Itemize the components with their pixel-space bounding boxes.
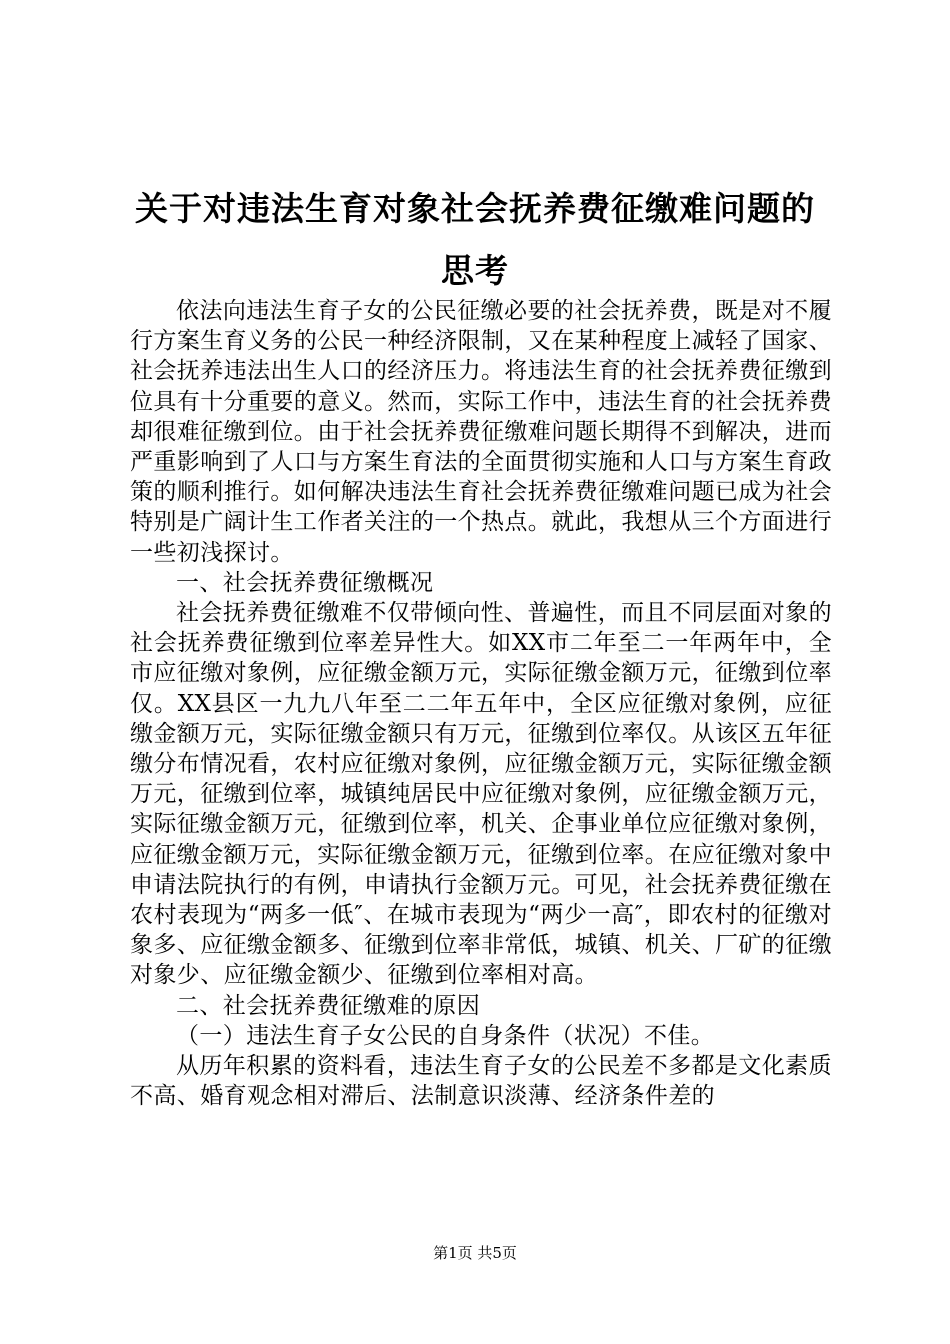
section-heading-2: 二、社会抚养费征缴难的原因 — [176, 992, 481, 1019]
paragraph-intro: 依法向违法生育子女的公民征缴必要的社会抚养费，既是对不履行方案生育义务的公民一种经济限制，又在某种程度上减轻了国家、社会抚养违法出生人口的经济压力。将违法生育的社会抚养费征缴到位具有十分重要的意义。然而，实际工作中，违法生育的社会抚养费却很难征缴到位。由于社会抚养费征缴难问题长期得不到解决，进而严重影响到了人口与方案生育法的全面贯彻实施和人口与方案生育政策的顺利推行。如何解决违法生育社会抚养费征缴难问题已成为社会特别是广阔计生工作者关注的一个热点。就此，我想从三个方面进行一些初浅探讨。 — [130, 298, 832, 566]
paragraph-overview: 社会抚养费征缴难不仅带倾向性、普遍性，而且不同层面对象的社会抚养费征缴到位率差异性大。如XX市二年至二一年两年中，全市应征缴对象例，应征缴金额万元，实际征缴金额万元，征缴到位率仅。XX县区一九九八年至二二年五年中，全区应征缴对象例，应征缴金额万元，实际征缴金额只有万元，征缴到位率仅。从该区五年征缴分布情况看，农村应征缴对象例，应征缴金额万元，实际征缴金额万元，征缴到位率，城镇纯居民中应征缴对象例，应征缴金额万元，实际征缴金额万元，征缴到位率，机关、企事业单位应征缴对象例，应征缴金额万元，实际征缴金额万元，征缴到位率。在应征缴对象中申请法院执行的有例，申请执行金额万元。可见，社会抚养费征缴在农村表现为“两多一低″、在城市表现为“两少一高″，即农村的征缴对象多、应征缴金额多、征缴到位率非常低，城镇、机关、厂矿的征缴对象少、应征缴金额少、征缴到位率相对高。 — [130, 600, 832, 989]
page-number-footer: 第1页 共5页 — [433, 1244, 517, 1262]
document-title: 关于对违法生育对象社会抚养费征缴难问题的思考 — [135, 189, 815, 290]
section-heading-1: 一、社会抚养费征缴概况 — [176, 569, 434, 596]
paragraph-reasons: 从历年积累的资料看，违法生育子女的公民差不多都是文化素质不高、婚育观念相对滞后、法制意识淡薄、经济条件差的 — [130, 1053, 832, 1110]
document-body — [130, 296, 832, 1111]
subsection-heading-1: （一）违法生育子女公民的自身条件（状况）不佳。 — [176, 1022, 715, 1049]
